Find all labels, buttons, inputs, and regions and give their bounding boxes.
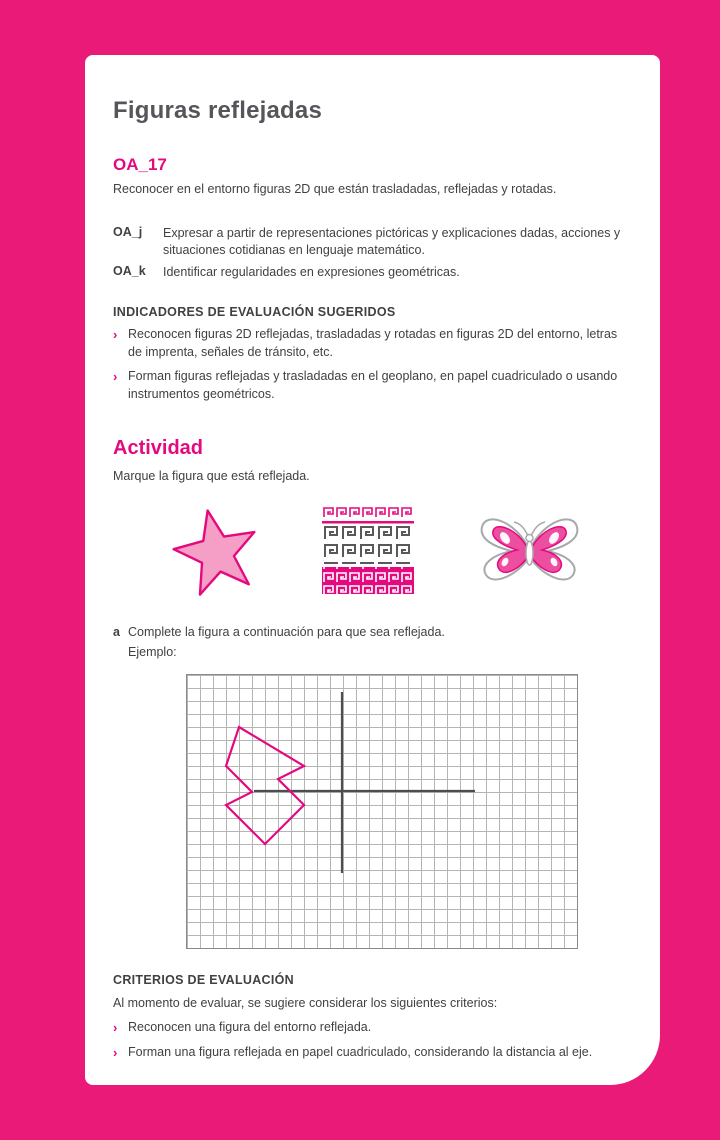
bullet-text: Reconocen una figura del entorno reflejada. <box>128 1020 372 1034</box>
indicadores-bullet <box>113 368 622 403</box>
criterios-bullet <box>113 1044 622 1062</box>
butterfly-image[interactable] <box>472 507 587 592</box>
bullet-text: Forman una figura reflejada en papel cuadriculado, considerando la distancia al eje. <box>128 1044 593 1059</box>
oa-item-label: OA_k <box>113 263 146 278</box>
item-letter: a <box>113 624 120 639</box>
bullet-marker-icon: › <box>113 327 118 342</box>
bullet-marker-icon: › <box>113 1044 118 1060</box>
worksheet-card <box>85 55 660 1085</box>
criterios-section <box>113 973 622 1062</box>
oa17-label: OA_17 <box>113 155 167 174</box>
page-title: Figuras reflejadas <box>113 97 323 124</box>
oa-item-text: Expresar a partir de representaciones pictóricas y explicaciones dadas, acciones y situaciones cotidianas en lenguaje matemático. <box>163 225 621 257</box>
criterios-heading: CRITERIOS DE EVALUACIÓN <box>113 972 294 987</box>
oa-item-row <box>113 225 622 260</box>
bullet-marker-icon: › <box>113 369 118 384</box>
reflection-grid[interactable] <box>186 674 578 949</box>
starfish-image[interactable] <box>168 503 264 597</box>
activity-image-options <box>168 498 622 602</box>
oa-item-row <box>113 264 622 282</box>
example-label: Ejemplo: <box>128 645 177 659</box>
reflection-figure <box>187 675 577 948</box>
activity-instruction: Marque la figura que está reflejada. <box>113 469 310 483</box>
oa-items-list <box>113 225 622 282</box>
activity-item-a <box>113 624 622 662</box>
greek-key-pattern-image[interactable] <box>322 506 414 594</box>
bullet-text: Reconocen figuras 2D reflejadas, trasladadas y rotadas en figuras 2D del entorno, letras de imprenta, señales de tránsito, etc. <box>128 327 618 359</box>
oa-item-text: Identificar regularidades en expresiones geométricas. <box>163 264 460 279</box>
oa17-description: Reconocer en el entorno figuras 2D que están trasladadas, reflejadas y rotadas. <box>113 182 557 196</box>
bullet-marker-icon: › <box>113 1020 118 1035</box>
bullet-text: Forman figuras reflejadas y trasladadas en el geoplano, en papel cuadriculado o usando instrumentos geométricos. <box>128 369 618 401</box>
indicadores-bullet <box>113 326 622 361</box>
item-text: Complete la figura a continuación para que sea reflejada. <box>128 624 445 639</box>
criterios-bullet <box>113 1019 622 1037</box>
criterios-intro: Al momento de evaluar, se sugiere considerar los siguientes criterios: <box>113 995 498 1010</box>
indicadores-heading: INDICADORES DE EVALUACIÓN SUGERIDOS <box>113 305 396 319</box>
oa-item-label: OA_j <box>113 224 143 239</box>
figure-to-reflect <box>226 727 304 844</box>
activity-heading: Actividad <box>113 437 204 459</box>
